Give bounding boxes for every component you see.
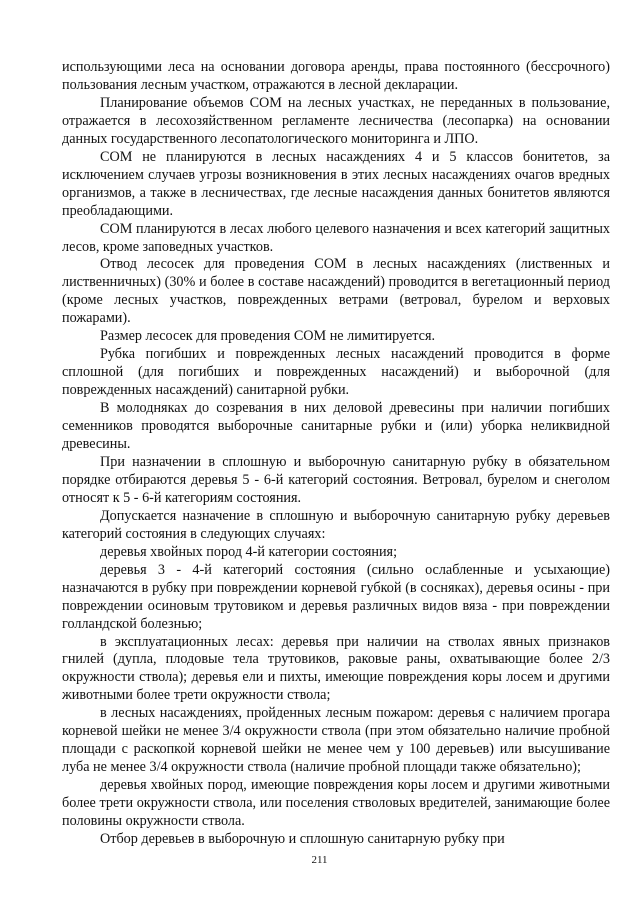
paragraph: деревья 3 - 4-й категорий состояния (сильно ослабленные и усыхающие) назначаются в рубку при повреждении корневой губкой (в сосняках), деревья осины - при повреждении осиновым трутовиком и деревья различных видов вяза - при повреждении голландской болезнью; [62, 561, 610, 632]
paragraph: При назначении в сплошную и выборочную санитарную рубку в обязательном порядке отбираются деревья 5 - 6-й категорий состояния. Ветровал, бурелом и снеголом относят к 5 - 6-й категориям состояния. [62, 453, 610, 506]
paragraph: В молодняках до созревания в них деловой древесины при наличии погибших семенников проводятся выборочные санитарные рубки и (или) уборка неликвидной древесины. [62, 400, 610, 453]
paragraph: использующими леса на основании договора аренды, права постоянного (бессрочного) пользования лесным участком, отражаются в лесной декларации. [62, 59, 610, 93]
paragraph: Отвод лесосек для проведения СОМ в лесных насаждениях (лиственных и лиственничных) (30% и более в составе насаждений) проводится в вегетационный период (кроме лесных участков, поврежденных ветрами (ветровал, бурелом и верховых пожарами). [62, 256, 610, 327]
paragraph: в эксплуатационных лесах: деревья при наличии на стволах явных признаков гнилей (дупла, плодовые тела трутовиков, раковые раны, охватывающие более 2/3 окружности ствола); деревья ели и пихты, имеющие повреждения коры лосем и другими животными более трети окружности ствола; [62, 633, 610, 704]
page-number: 211 [311, 854, 328, 866]
paragraph: деревья хвойных пород, имеющие повреждения коры лосем и другими животными более трети окружности ствола, или поселения стволовых вредителей, занимающие более половины окружности ствола. [62, 777, 610, 830]
paragraph: в лесных насаждениях, пройденных лесным пожаром: деревья с наличием прогара корневой шейки не менее 3/4 окружности ствола (при этом обязательно наличие пробной площади с раскопкой корневой шейки не менее чем у 100 деревьев) или высушивание луба не менее 3/4 окружности ствола (наличие пробной площади также обязательно); [62, 705, 610, 776]
paragraph: Допускается назначение в сплошную и выборочную санитарную рубку деревьев категорий состояния в следующих случаях: [62, 507, 610, 542]
paragraph: Размер лесосек для проведения СОМ не лимитируется. [100, 328, 436, 345]
paragraph: деревья хвойных пород 4-й категории состояния; [100, 543, 398, 560]
paragraph: Отбор деревьев в выборочную и сплошную санитарную рубку при [100, 830, 505, 847]
paragraph: Планирование объемов СОМ на лесных участках, не переданных в пользование, отражается в лесохозяйственном регламенте лесничества (лесопарка) на основании данных государственного лесопатологического мониторинга и ЛПО. [62, 94, 610, 147]
document-page [62, 59, 610, 849]
paragraph: СОМ планируются в лесах любого целевого назначения и всех категорий защитных лесов, кроме заповедных участков. [62, 220, 610, 255]
paragraph: СОМ не планируются в лесных насаждениях 4 и 5 классов бонитетов, за исключением случаев угрозы возникновения в этих лесных насаждениях очагов вредных организмов, а также в лесничествах, где лесные насаждения данных бонитетов являются преобладающими. [62, 148, 610, 219]
paragraph: Рубка погибших и поврежденных лесных насаждений проводится в форме сплошной (для погибших и поврежденных насаждений) и выборочной (для поврежденных насаждений) санитарной рубки. [62, 346, 610, 399]
